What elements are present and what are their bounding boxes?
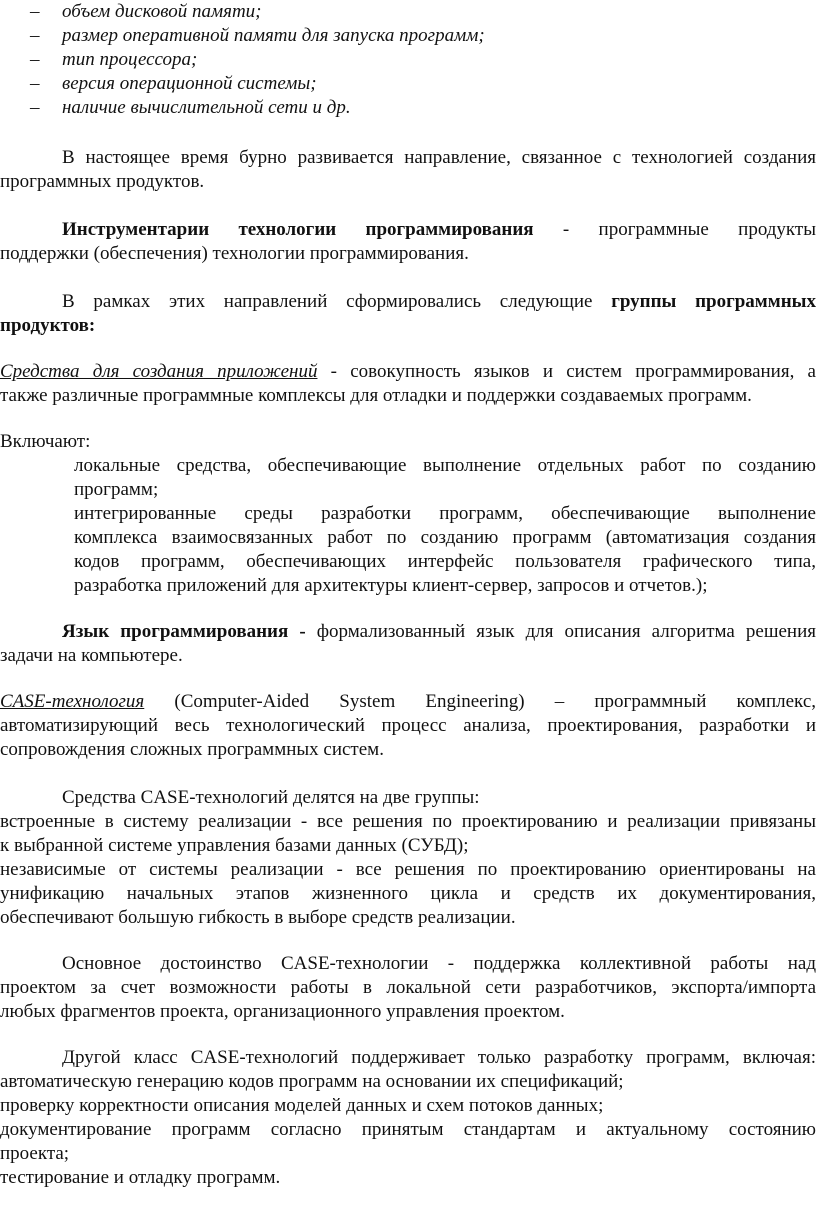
paragraph-line: локальные средства, обеспечивающие выполнение отдельных работ по созданию [74, 455, 816, 476]
paragraph-line: тестирование и отладку программ. [0, 1167, 281, 1188]
paragraph-line [0, 360, 816, 384]
paragraph-line: кодов программ, обеспечивающих интерфейс пользователя графического типа, [74, 551, 816, 572]
paragraph-line: программных продуктов. [0, 171, 205, 192]
paragraph-line: Основное достоинство CASE-технологии - поддержка коллективной работы над [62, 953, 816, 974]
paragraph-line: Включают: [0, 431, 91, 452]
paragraph-line [0, 218, 816, 242]
paragraph-line: встроенные в систему реализации - все решения по проектированию и реализации привязаны [0, 811, 816, 832]
paragraph-line: поддержки (обеспечения) технологии программирования. [0, 243, 469, 264]
paragraph-line: Другой класс CASE-технологий поддерживает только разработку программ, включая: [62, 1047, 816, 1068]
paragraph-line: также различные программные комплексы для отладки и поддержки создаваемых программ. [0, 385, 752, 406]
term-underlined: Средства для создания приложений [0, 361, 318, 382]
term-definition: формализованный язык для описания алгоритма решения [305, 621, 816, 642]
paragraph-line [0, 314, 816, 338]
list-item-text: объем дисковой памяти; [62, 1, 262, 22]
list-item-text: наличие вычислительной сети и др. [62, 97, 351, 118]
dash-bullet: – [30, 25, 40, 46]
paragraph-line: Средства CASE-технологий делятся на две группы: [62, 787, 480, 808]
term-bold: Инструментарии технологии программирования [62, 219, 534, 240]
paragraph-line: задачи на компьютере. [0, 645, 183, 666]
term-bold: Язык программирования - [62, 621, 306, 642]
term-bold: группы программных [611, 291, 816, 312]
term-bold: продуктов: [0, 315, 96, 336]
paragraph-line: обеспечивают большую гибкость в выборе средств реализации. [0, 907, 516, 928]
paragraph-line: документирование программ согласно принятым стандартам и актуальному состоянию [0, 1119, 816, 1140]
list-item-text: версия операционной системы; [62, 73, 317, 94]
list-item-text: размер оперативной памяти для запуска программ; [62, 25, 485, 46]
paragraph-line: независимые от системы реализации - все решения по проектированию ориентированы на [0, 859, 816, 880]
dash-bullet: – [30, 49, 40, 70]
dash-bullet: – [30, 97, 40, 118]
term-underlined: CASE-технология [0, 691, 145, 712]
paragraph-line: интегрированные среды разработки программ, обеспечивающие выполнение [74, 503, 816, 524]
list-item-text: тип процессора; [62, 49, 198, 70]
paragraph-line: к выбранной системе управления базами данных (СУБД); [0, 835, 469, 856]
paragraph-line: проверку корректности описания моделей данных и схем потоков данных; [0, 1095, 604, 1116]
paragraph-line [0, 690, 816, 714]
paragraph-line: программ; [74, 479, 159, 500]
term-definition: - программные продукты [533, 219, 816, 240]
paragraph-line [0, 620, 816, 644]
paragraph-line [0, 290, 816, 314]
paragraph-line: разработка приложений для архитектуры клиент-сервер, запросов и отчетов.); [74, 575, 708, 596]
paragraph-line: В настоящее время бурно развивается направление, связанное с технологией создания [62, 147, 816, 168]
paragraph-line: автоматизирующий весь технологический процесс анализа, проектирования, разработки и [0, 715, 816, 736]
term-definition: (Computer-Aided System Engineering) – программный комплекс, [144, 691, 816, 712]
paragraph-line: проекта; [0, 1143, 70, 1164]
term-definition: - совокупность языков и систем программирования, а [317, 361, 816, 382]
dash-bullet: – [30, 73, 40, 94]
paragraph-line: унификацию начальных этапов жизненного цикла и средств их документирования, [0, 883, 816, 904]
paragraph-line: автоматическую генерацию кодов программ на основании их спецификаций; [0, 1071, 624, 1092]
paragraph-line: проектом за счет возможности работы в локальной сети разработчиков, экспорта/импорта [0, 977, 816, 998]
paragraph-line: любых фрагментов проекта, организационного управления проектом. [0, 1001, 565, 1022]
paragraph-line: сопровождения сложных программных систем. [0, 739, 384, 760]
text-span: В рамках этих направлений сформировались следующие [62, 291, 612, 312]
paragraph-line: комплекса взаимосвязанных работ по созданию программ (автоматизация создания [74, 527, 816, 548]
dash-bullet: – [30, 1, 40, 22]
